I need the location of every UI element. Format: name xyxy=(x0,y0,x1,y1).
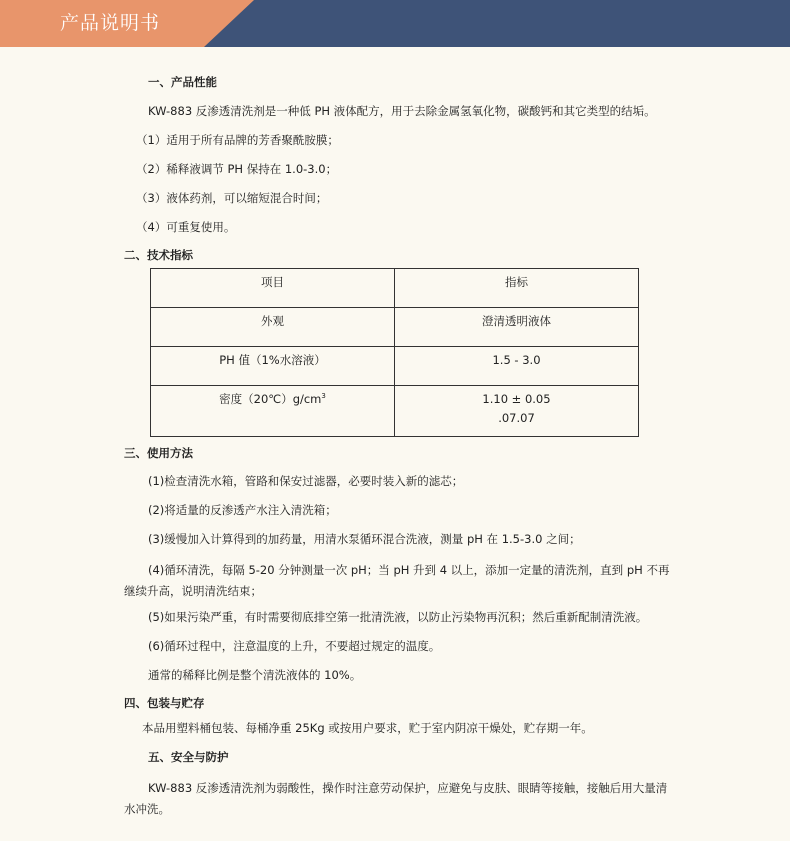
density-value-extra: .07.07 xyxy=(498,411,535,425)
table-header-item: 项目 xyxy=(151,269,395,308)
usage-step: (4)循环清洗，每隔 5-20 分钟测量一次 pH；当 pH 升到 4 以上，添加一定量的清洗剂，直到 pH 不再继续升高，说明清洗结束； xyxy=(124,563,670,598)
usage-step: (6)循环过程中，注意温度的上升，不要超过规定的温度。 xyxy=(148,639,441,653)
usage-note: 通常的稀释比例是整个清洗液体的 10%。 xyxy=(148,668,362,682)
table-row xyxy=(151,308,639,347)
table-cell-value: 1.5 - 3.0 xyxy=(395,347,639,386)
density-label: 密度（20℃）g/cm xyxy=(219,392,322,406)
performance-item: （3）液体药剂，可以缩短混合时间； xyxy=(136,191,328,205)
table-cell-item: PH 值（1%水溶液） xyxy=(151,347,395,386)
table-cell-value: 澄清透明液体 xyxy=(395,308,639,347)
table-cell-value xyxy=(395,386,639,437)
performance-item: （2）稀释液调节 PH 保持在 1.0-3.0； xyxy=(136,162,338,176)
page-title: 产品说明书 xyxy=(60,12,161,34)
performance-item: （4）可重复使用。 xyxy=(136,220,236,234)
density-unit-exponent: 3 xyxy=(321,392,326,401)
density-value: 1.10 ± 0.05 xyxy=(482,392,551,406)
table-cell-item xyxy=(151,386,395,437)
storage-text: 本品用塑料桶包装、每桶净重 25Kg 或按用户要求，贮于室内阴凉干燥处，贮存期一年。 xyxy=(142,721,593,735)
table-header-row xyxy=(151,269,639,308)
usage-step: (5)如果污染严重，有时需要彻底排空第一批清洗液，以防止污染物再沉积；然后重新配制清洗液。 xyxy=(148,610,648,624)
performance-intro: KW-883 反渗透清洗剂是一种低 PH 液体配方，用于去除金属氢氧化物，碳酸钙和其它类型的结垢。 xyxy=(148,104,656,118)
section-heading-specs: 二、技术指标 xyxy=(124,248,193,262)
table-row xyxy=(151,386,639,437)
usage-step: (1)检查清洗水箱，管路和保安过滤器，必要时装入新的滤芯； xyxy=(148,474,464,488)
section-heading-usage: 三、使用方法 xyxy=(124,446,193,460)
section-heading-storage: 四、包装与贮存 xyxy=(124,696,205,710)
table-cell-item: 外观 xyxy=(151,308,395,347)
safety-text: KW-883 反渗透清洗剂为弱酸性，操作时注意劳动保护，应避免与皮肤、眼睛等接触，接触后用大量清水冲洗。 xyxy=(124,781,668,816)
header-bar xyxy=(0,0,790,47)
section-heading-safety: 五、安全与防护 xyxy=(148,750,229,764)
section-heading-performance: 一、产品性能 xyxy=(148,75,217,89)
usage-step: (2)将适量的反渗透产水注入清洗箱； xyxy=(148,503,337,517)
spec-table xyxy=(150,268,639,437)
performance-item: （1）适用于所有品牌的芳香聚酰胺膜； xyxy=(136,133,339,147)
table-header-value: 指标 xyxy=(395,269,639,308)
usage-step: (3)缓慢加入计算得到的加药量，用清水泵循环混合洗液，测量 pH 在 1.5-3.0 之间； xyxy=(148,532,581,546)
table-row xyxy=(151,347,639,386)
